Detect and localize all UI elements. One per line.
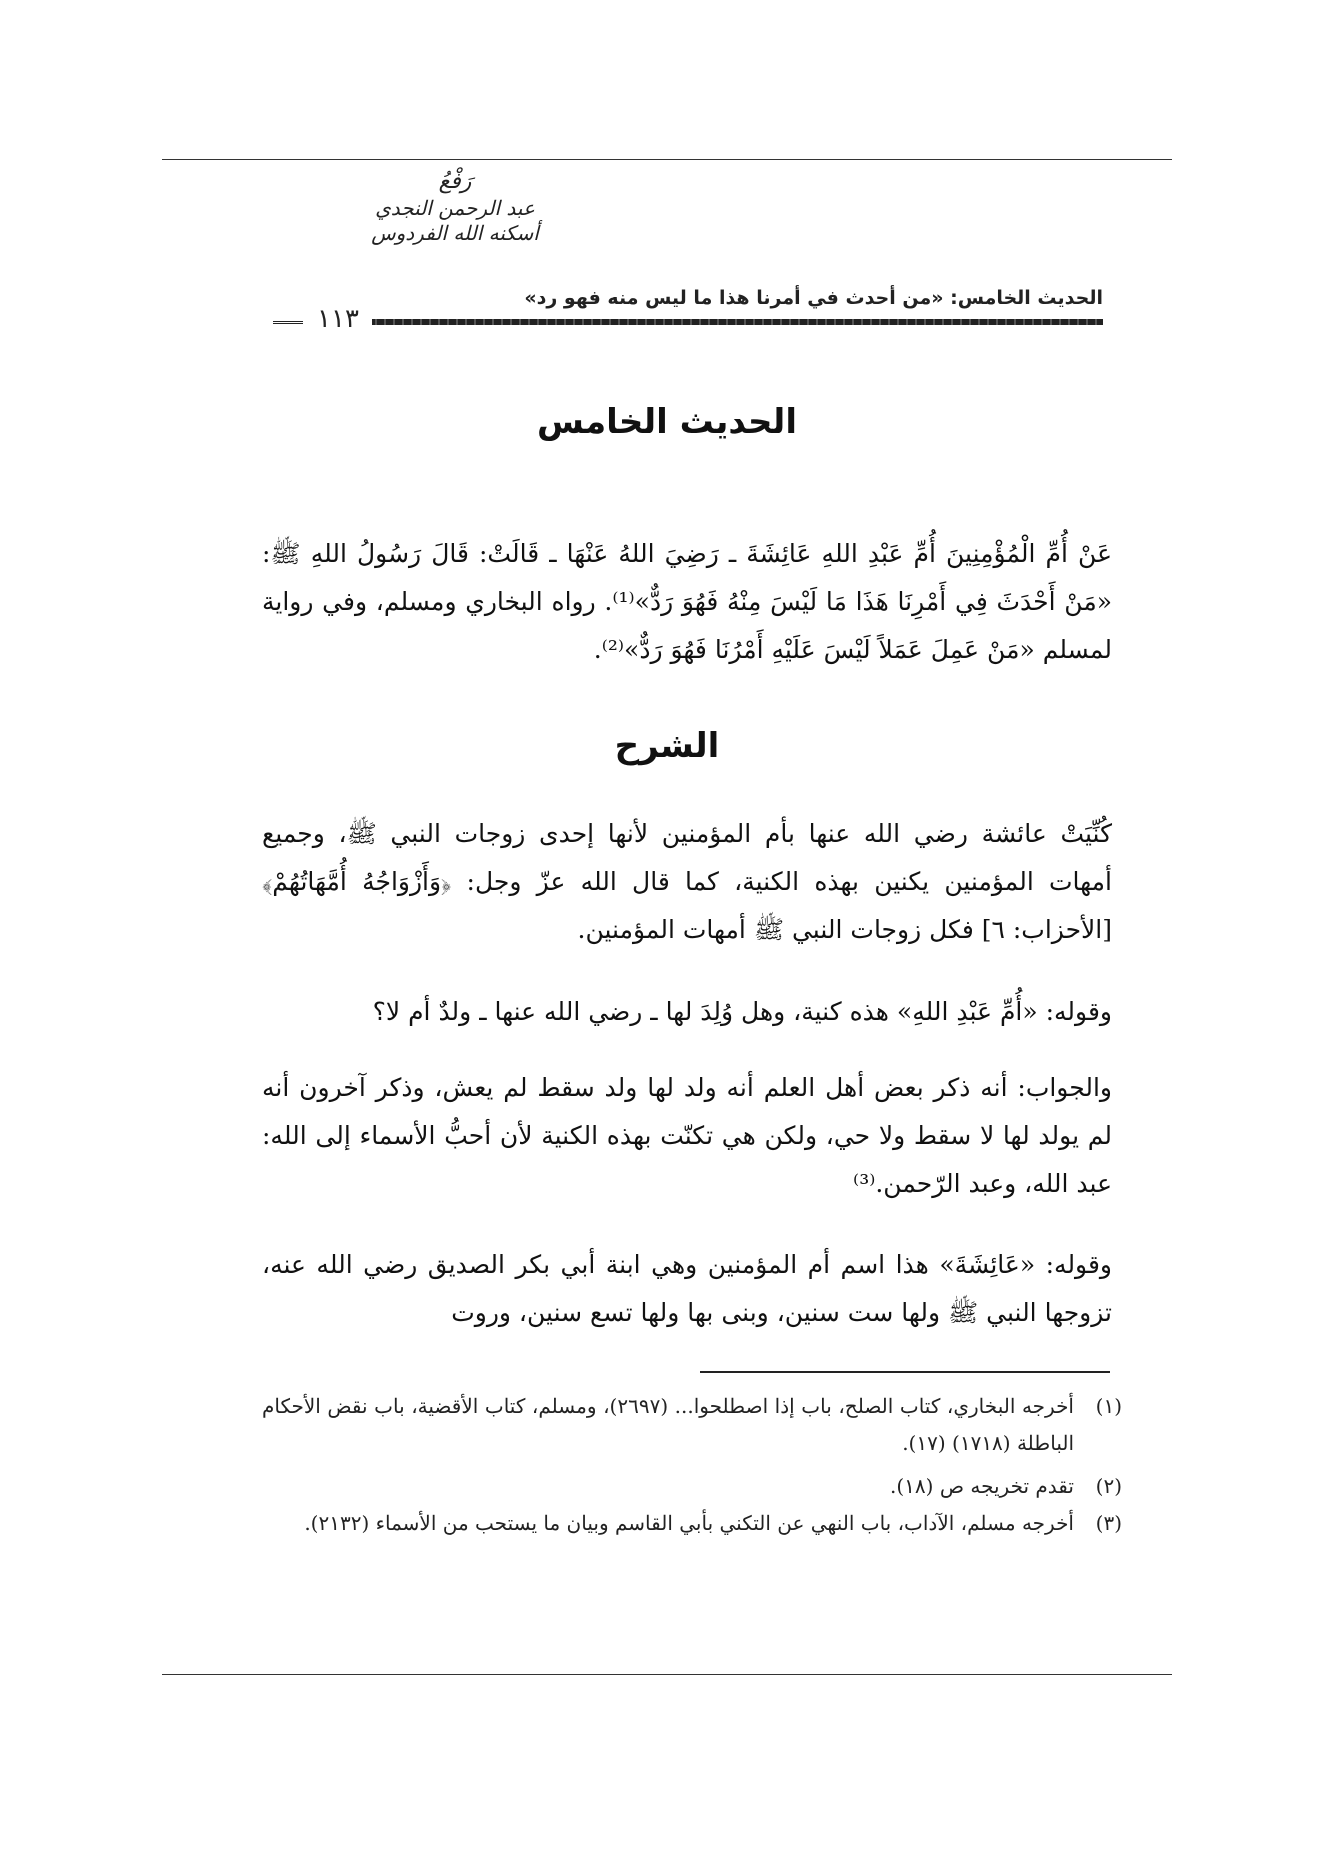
page-number: ١١٣ [317, 304, 359, 334]
stamp-line-2: عبد الرحمن النجدي [375, 195, 535, 220]
top-border-line [162, 159, 1172, 160]
footnote-text: أخرجه مسلم، الآداب، باب النهي عن التكني بأبي القاسم وبيان ما يستحب من الأسماء (٢١٣٢). [304, 1511, 1074, 1535]
footnote-item [262, 1505, 1122, 1542]
explanation-paragraph: والجواب: أنه ذكر بعض أهل العلم أنه ولد لها ولد سقط لم يعش، وذكر آخرون أنه لم يولد لها لا سقط ولا حي، ولكن هي تكنّت بهذه الكنية لأن أحبُّ الأسماء إلى الله: عبد الله، وعبد الرّحمن.⁽³⁾ [262, 1073, 1112, 1198]
footnote-number: (٢) [1095, 1474, 1122, 1498]
footnote-separator [700, 1371, 1110, 1373]
footnote-text: تقدم تخريجه ص (١٨). [890, 1474, 1074, 1498]
stamp-line-3: أسكنه الله الفردوس [371, 220, 539, 245]
bottom-border-line [162, 1674, 1172, 1675]
footnote-number: (٣) [1095, 1511, 1122, 1535]
hadith-text: عَنْ أُمِّ الْمُؤْمِنِينَ أُمِّ عَبْدِ اللهِ عَائِشَةَ ـ رَضِيَ اللهُ عَنْهَا ـ قَالَتْ: قَالَ رَسُولُ اللهِ ﷺ: «مَنْ أَحْدَثَ فِي أَمْرِنَا هَذَا مَا لَيْسَ مِنْهُ فَهُوَ رَدٌّ»⁽¹⁾. رواه البخاري ومسلم، وفي رواية لمسلم «مَنْ عَمِلَ عَمَلاً لَيْسَ عَلَيْهِ أَمْرُنَا فَهُوَ رَدٌّ»⁽²⁾. [262, 539, 1112, 664]
explanation-paragraph: وقوله: «عَائِشَةَ» هذا اسم أم المؤمنين وهي ابنة أبي بكر الصديق رضي الله عنه، تزوجها النبي ﷺ ولها ست سنين، وبنى بها ولها تسع سنين، وروت [262, 1250, 1112, 1327]
footnote-item [262, 1468, 1122, 1505]
footnote-text: أخرجه البخاري، كتاب الصلح، باب إذا اصطلحوا... (٢٦٩٧)، ومسلم، كتاب الأقضية، باب نقض الأحكام الباطلة (١٧١٨) (١٧). [262, 1394, 1074, 1455]
footnotes [262, 1388, 1122, 1542]
explanation-paragraph: كُنِّيَتْ عائشة رضي الله عنها بأم المؤمنين لأنها إحدى زوجات النبي ﷺ، وجميع أمهات المؤمنين يكنين بهذه الكنية، كما قال الله عزّ وجل: ﴿وَأَزْوَاجُهُ أُمَّهَاتُهُمْ﴾ [الأحزاب: ٦] فكل زوجات النبي ﷺ أمهات المؤمنين. [262, 819, 1112, 944]
page-title: الحديث الخامس [537, 402, 797, 442]
section-title: الشرح [614, 726, 720, 766]
footnote-item [262, 1388, 1122, 1462]
explanation-paragraph: وقوله: «أُمِّ عَبْدِ اللهِ» هذه كنية، وهل وُلِدَ لها ـ رضي الله عنها ـ ولدٌ أم لا؟ [372, 997, 1112, 1026]
footnote-number: (١) [1095, 1394, 1122, 1418]
running-header-title: الحديث الخامس: «من أحدث في أمرنا هذا ما ليس منه فهو رد» [524, 287, 1103, 309]
header-rule-left [273, 321, 303, 324]
library-stamp [360, 168, 550, 246]
stamp-line-1: رَفْعُ [438, 169, 472, 194]
header-rule [372, 319, 1103, 325]
